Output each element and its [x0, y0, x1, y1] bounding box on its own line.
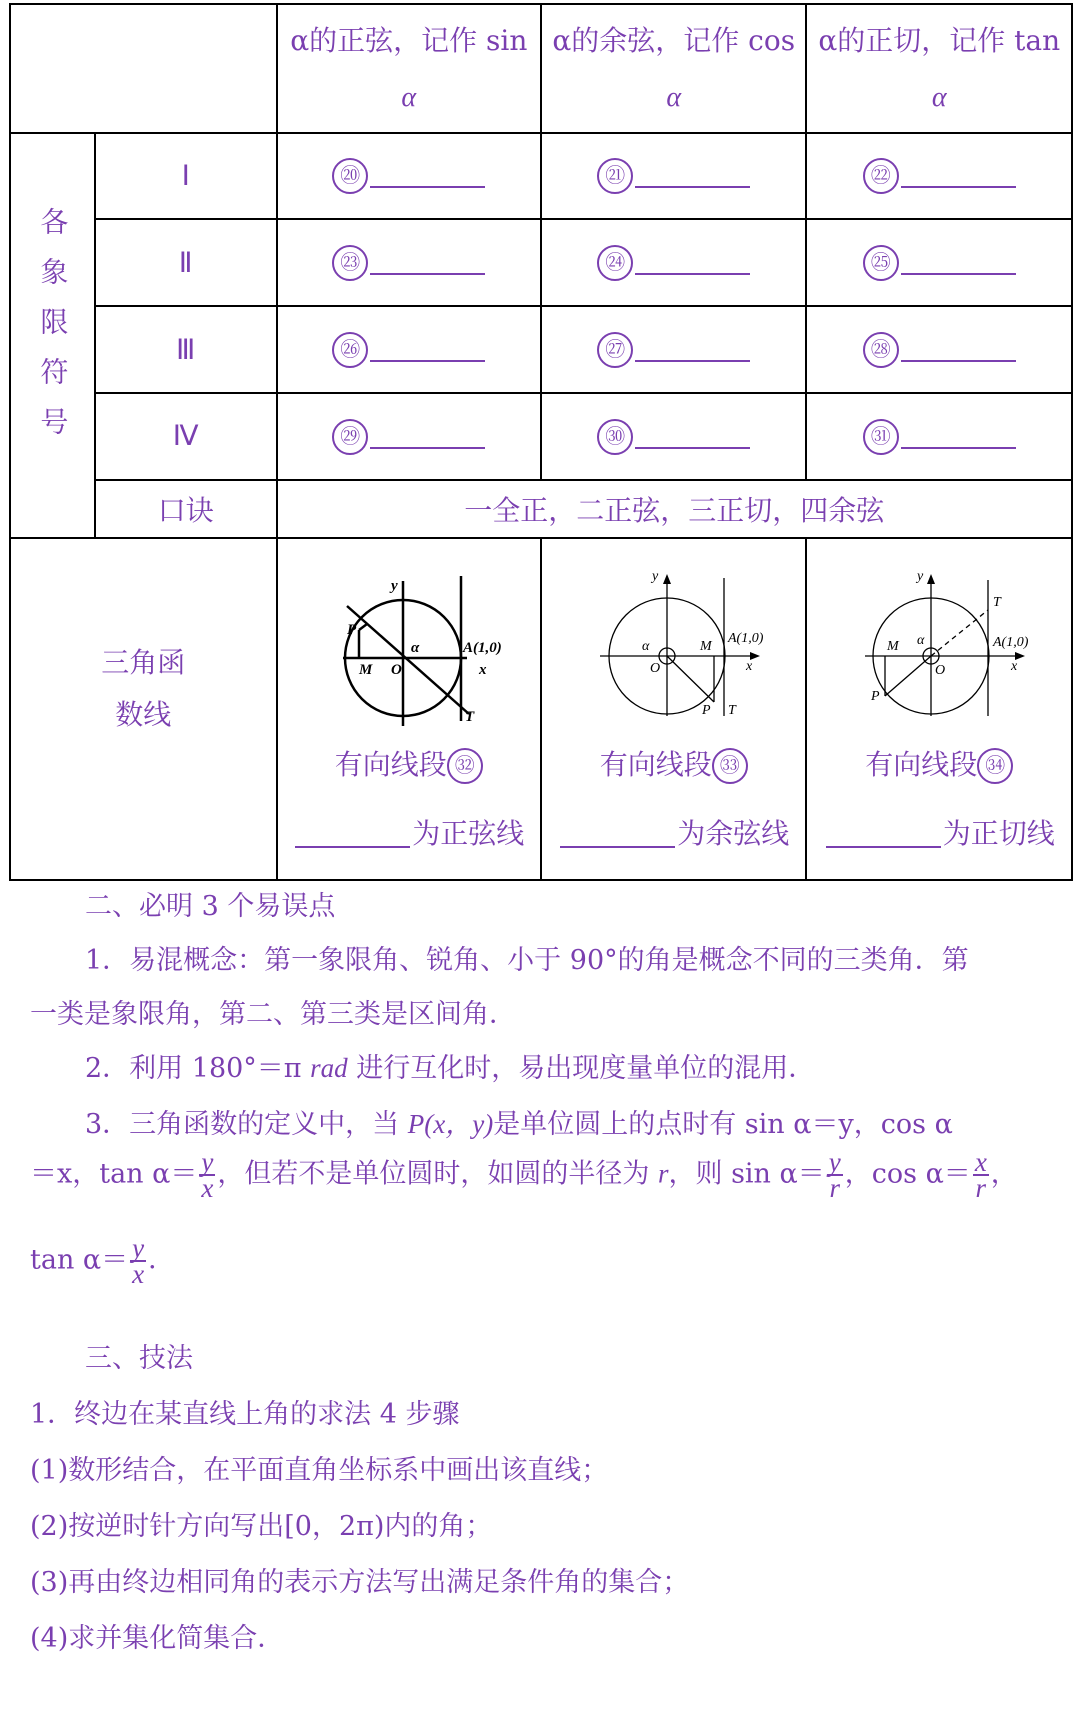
cos-label-y: y: [651, 568, 658, 584]
section2-p3-line2: [30, 1147, 1060, 1203]
quadrant-2-label: Ⅱ: [95, 219, 277, 306]
q2-cos-blank: [635, 251, 750, 275]
q4-sin-cell: [277, 393, 541, 480]
section2-p3-line3: [30, 1233, 1060, 1289]
tangent-line-diagram: [829, 566, 1049, 731]
cos-label-M: M: [699, 638, 712, 654]
quadrant-4-label: Ⅳ: [95, 393, 277, 480]
tan-label-x: x: [1011, 658, 1018, 674]
p2-part-a: 2．利用 180°＝π: [85, 1053, 311, 1084]
sign-label-cell: [10, 133, 95, 539]
p3-part-f: ，cos α＝: [844, 1158, 971, 1190]
q2-sin-number: ㉓: [332, 245, 368, 281]
trig-line-label-2: 数线: [115, 698, 172, 732]
p3-r: r: [657, 1158, 669, 1189]
quadrant-1-label: Ⅰ: [95, 133, 277, 220]
cos-label-A: A(1,0): [727, 630, 764, 646]
sine-line-suffix-row: [278, 812, 540, 852]
sine-blank: [295, 824, 410, 848]
sine-prefix: 有向线段: [334, 747, 447, 781]
tan-label-T: T: [993, 594, 1002, 610]
section2-p1-line1: 1．易混概念：第一象限角、锐角、小于 90°的角是概念不同的三类角．第: [85, 945, 969, 976]
header-tan: [806, 4, 1072, 133]
q2-cos-number: ㉔: [597, 245, 633, 281]
q4-tan-number: ㉛: [863, 419, 899, 455]
tangent-line-suffix-row: [807, 812, 1071, 852]
p3-part-g: ，: [990, 1158, 1018, 1190]
q4-tan-blank: [901, 425, 1016, 449]
q2-cos-cell: [541, 219, 807, 306]
frac-num: y: [828, 1147, 841, 1177]
p2-rad: rad: [310, 1053, 348, 1083]
tan-label-P: P: [871, 688, 880, 704]
sine-suffix: 为正弦线: [412, 817, 525, 851]
p3-part-b: 是单位圆上的点时有 sin α＝y，cos α: [493, 1109, 953, 1140]
section3-step-4: (4)求并集化简集合．: [30, 1623, 285, 1654]
mnemonic-label: 口诀: [95, 480, 277, 538]
header-cos: [541, 4, 807, 133]
label-P: P: [346, 621, 356, 638]
trig-line-label-cell: [10, 538, 277, 880]
sine-line-cell: [277, 538, 541, 880]
q3-tan-blank: [901, 338, 1016, 362]
q1-cos-cell: [541, 133, 807, 220]
q3-cos-number: ㉗: [597, 332, 633, 368]
cos-label-T: T: [727, 702, 736, 718]
p3-part-h: tan α＝: [30, 1244, 129, 1276]
p3-part-d: ，但若不是单位圆时，如圆的半径为: [217, 1158, 658, 1190]
sine-number: ㉜: [447, 748, 483, 784]
q1-tan-number: ㉒: [863, 158, 899, 194]
header-sin-line1: α的正弦，记作 sin: [290, 23, 528, 57]
frac-num: x: [974, 1147, 987, 1177]
q2-tan-blank: [901, 251, 1016, 275]
frac-y-over-x-2: [130, 1233, 146, 1289]
cosine-number: ㉝: [712, 748, 748, 784]
label-T: T: [464, 708, 474, 725]
section2-p3-line1: [85, 1102, 1080, 1141]
header-cos-line1: α的余弦，记作 cos: [552, 23, 796, 57]
label-M: M: [358, 661, 373, 678]
tangent-line-text: [807, 743, 1071, 785]
tan-label-y: y: [917, 568, 924, 584]
q4-cos-number: ㉚: [597, 419, 633, 455]
frac-den: x: [201, 1173, 214, 1203]
q1-tan-cell: [806, 133, 1072, 220]
cos-label-O: O: [649, 660, 660, 676]
q3-tan-number: ㉘: [863, 332, 899, 368]
sign-label: 各象限符号: [36, 206, 70, 457]
header-sin: [277, 4, 541, 133]
section3-step-3: (3)再由终边相同角的表示方法写出满足条件角的集合；: [30, 1567, 690, 1598]
section2-p1-line2: 一类是象限角，第二、第三类是区间角．: [30, 999, 516, 1030]
p3-point: P(x，y): [407, 1109, 494, 1139]
trig-line-label-1: 三角函: [101, 646, 186, 680]
cos-label-alpha: α: [641, 638, 650, 654]
frac-y-over-x: [199, 1147, 215, 1203]
p3-part-i: ．: [148, 1244, 176, 1276]
section2-p2: [85, 1046, 1080, 1085]
label-alpha: α: [410, 639, 420, 656]
mnemonic-text: 一全正，二正弦，三正切，四余弦: [277, 480, 1072, 538]
section3-title: 1．终边在某直线上角的求法 4 步骤: [30, 1399, 460, 1430]
header-cos-line2: α: [666, 81, 682, 113]
frac-num: y: [201, 1147, 214, 1177]
frac-den: r: [829, 1173, 841, 1203]
header-tan-line1: α的正切，记作 tan: [818, 23, 1061, 57]
header-tan-line2: α: [931, 81, 947, 113]
tangent-prefix: 有向线段: [865, 747, 978, 781]
frac-num: y: [132, 1233, 145, 1263]
tan-label-A: A(1,0): [993, 634, 1029, 650]
cosine-line-text: [542, 743, 806, 785]
tan-label-alpha: α: [917, 632, 925, 648]
tangent-suffix: 为正切线: [942, 817, 1055, 851]
q1-sin-number: ⑳: [332, 158, 368, 194]
q3-tan-cell: [806, 306, 1072, 393]
q2-tan-cell: [806, 219, 1072, 306]
q3-cos-cell: [541, 306, 807, 393]
q2-sin-blank: [370, 251, 485, 275]
q4-tan-cell: [806, 393, 1072, 480]
sine-line-text: [278, 743, 540, 785]
p3-part-a: 3．三角函数的定义中，当: [85, 1109, 408, 1140]
label-y: y: [390, 577, 398, 594]
frac-den: r: [975, 1173, 987, 1203]
q1-tan-blank: [901, 164, 1016, 188]
q2-sin-cell: [277, 219, 541, 306]
q2-tan-number: ㉕: [863, 245, 899, 281]
q1-cos-blank: [635, 164, 750, 188]
q3-cos-blank: [635, 338, 750, 362]
header-sin-line2: α: [401, 81, 417, 113]
label-O: O: [390, 661, 402, 678]
frac-y-over-r: [827, 1147, 843, 1203]
q4-sin-blank: [370, 425, 485, 449]
frac-den: x: [132, 1259, 145, 1289]
q3-sin-blank: [370, 338, 485, 362]
cos-label-P: P: [701, 702, 711, 718]
trig-table: [9, 3, 1073, 881]
cosine-suffix: 为余弦线: [677, 817, 790, 851]
header-empty-cell: [10, 4, 277, 133]
section3-heading: 三、技法: [85, 1343, 193, 1374]
q1-sin-cell: [277, 133, 541, 220]
tangent-number: ㉞: [977, 748, 1013, 784]
q1-sin-blank: [370, 164, 485, 188]
tangent-blank: [826, 824, 941, 848]
label-A: A(1,0): [462, 639, 502, 656]
p2-part-b: 进行互化时，易出现度量单位的混用．: [347, 1053, 816, 1084]
tangent-line-cell: [806, 538, 1072, 880]
cosine-blank: [560, 824, 675, 848]
q4-sin-number: ㉙: [332, 419, 368, 455]
sine-line-diagram: [299, 566, 519, 731]
tan-label-O: O: [935, 662, 946, 678]
p3-part-e: ，则 sin α＝: [668, 1158, 825, 1190]
section2-heading: 二、必明 3 个易误点: [85, 891, 336, 922]
frac-x-over-r: [973, 1147, 989, 1203]
cosine-prefix: 有向线段: [599, 747, 712, 781]
label-x: x: [478, 661, 487, 678]
section3-step-1: (1)数形结合，在平面直角坐标系中画出该直线；: [30, 1455, 609, 1486]
p3-part-c: ＝x，tan α＝: [30, 1158, 198, 1190]
q1-cos-number: ㉑: [597, 158, 633, 194]
q4-cos-blank: [635, 425, 750, 449]
q4-cos-cell: [541, 393, 807, 480]
q3-sin-cell: [277, 306, 541, 393]
quadrant-3-label: Ⅲ: [95, 306, 277, 393]
cos-label-x: x: [745, 658, 752, 674]
cosine-line-cell: [541, 538, 807, 880]
cosine-line-suffix-row: [542, 812, 806, 852]
q3-sin-number: ㉖: [332, 332, 368, 368]
cosine-line-diagram: [564, 566, 784, 731]
tan-label-M: M: [887, 638, 899, 654]
section3-step-2: (2)按逆时针方向写出[0，2π)内的角；: [30, 1511, 493, 1542]
